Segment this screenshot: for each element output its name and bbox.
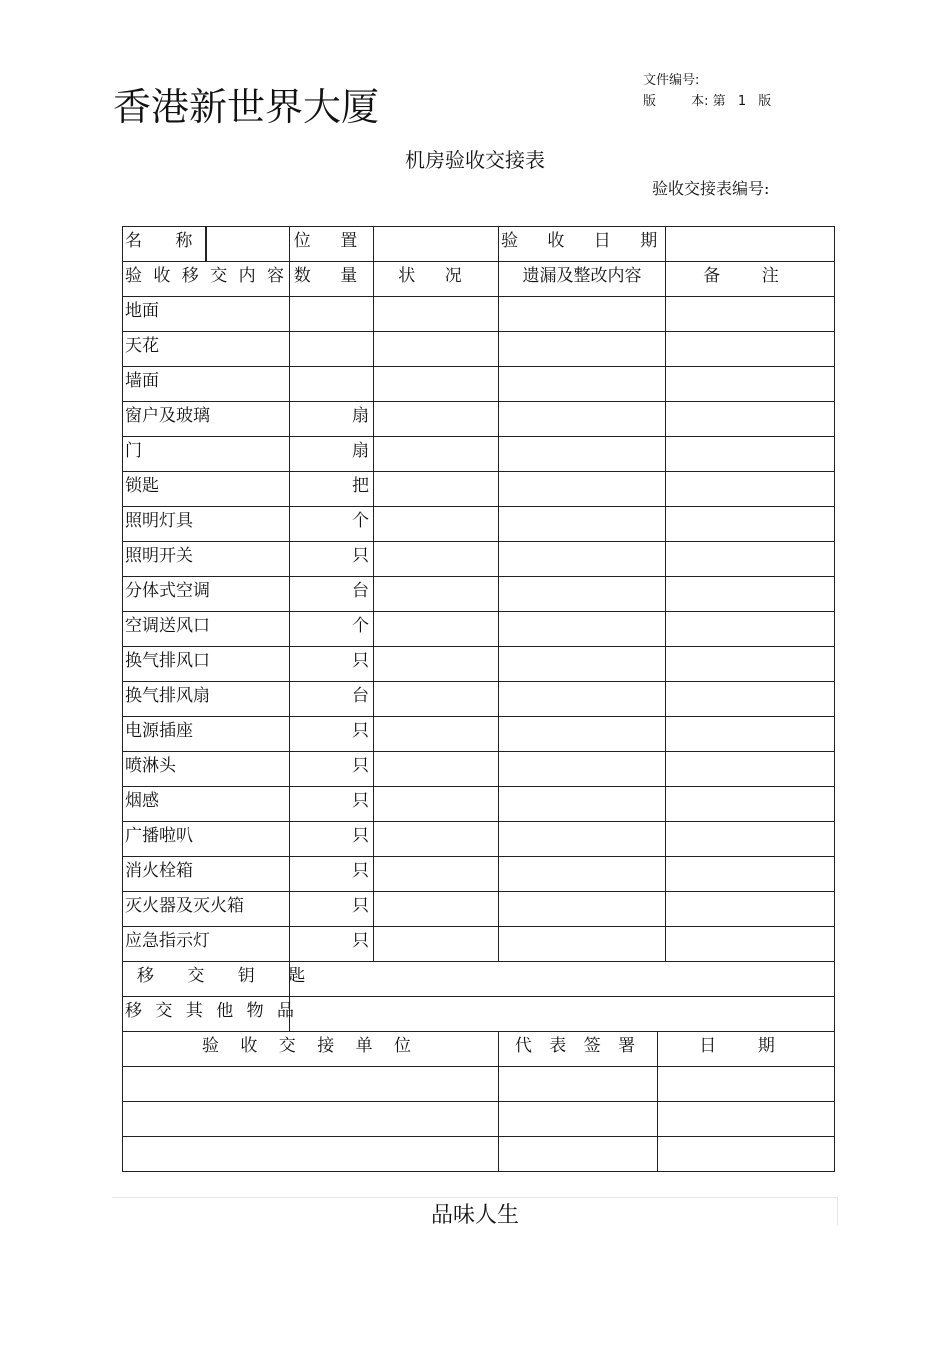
column-header-condition: 状 况 xyxy=(374,262,499,297)
item-remarks[interactable] xyxy=(666,577,835,612)
item-quantity[interactable]: 把 xyxy=(290,472,374,507)
item-name: 广播啦叭 xyxy=(123,822,290,857)
item-condition[interactable] xyxy=(374,927,499,962)
item-rectification[interactable] xyxy=(499,577,666,612)
column-header-rectification: 遗漏及整改内容 xyxy=(499,262,666,297)
name-label: 名 称 xyxy=(125,231,207,251)
column-header-content: 验 收 移 交 内 容 xyxy=(123,262,290,297)
item-remarks[interactable] xyxy=(666,647,835,682)
item-rectification[interactable] xyxy=(499,717,666,752)
item-rectification[interactable] xyxy=(499,437,666,472)
table-row xyxy=(123,822,835,857)
item-quantity[interactable] xyxy=(290,297,374,332)
item-rectification[interactable] xyxy=(499,507,666,542)
item-quantity[interactable]: 只 xyxy=(290,647,374,682)
signature-row xyxy=(123,1067,835,1102)
version-pre: 第 xyxy=(712,94,726,109)
item-quantity[interactable]: 扇 xyxy=(290,402,374,437)
version-label-2: 本: xyxy=(691,94,709,109)
item-condition[interactable] xyxy=(374,367,499,402)
item-remarks[interactable] xyxy=(666,507,835,542)
handover-other-label: 移 交 其 他 物 品 xyxy=(123,997,290,1032)
item-rectification[interactable] xyxy=(499,297,666,332)
item-quantity[interactable]: 个 xyxy=(290,612,374,647)
item-rectification[interactable] xyxy=(499,367,666,402)
item-rectification[interactable] xyxy=(499,647,666,682)
sign-rep-label: 代 表 签 署 xyxy=(499,1032,658,1067)
signature-row xyxy=(123,1102,835,1137)
sign-rep-field[interactable] xyxy=(499,1067,658,1102)
item-remarks[interactable] xyxy=(666,332,835,367)
handover-keys-row xyxy=(123,962,835,997)
table-row xyxy=(123,717,835,752)
sign-rep-field[interactable] xyxy=(499,1102,658,1137)
item-remarks[interactable] xyxy=(666,857,835,892)
company-name: 香港新世界大厦 xyxy=(113,85,380,129)
item-condition[interactable] xyxy=(374,507,499,542)
item-quantity[interactable]: 只 xyxy=(290,927,374,962)
item-rectification[interactable] xyxy=(499,402,666,437)
signature-table xyxy=(122,1031,835,1172)
item-name: 消火栓箱 xyxy=(123,857,290,892)
item-rectification[interactable] xyxy=(499,927,666,962)
item-rectification[interactable] xyxy=(499,332,666,367)
table-row xyxy=(123,437,835,472)
item-rows xyxy=(123,297,835,962)
item-name: 喷淋头 xyxy=(123,752,290,787)
sign-rep-field[interactable] xyxy=(499,1137,658,1172)
item-condition[interactable] xyxy=(374,647,499,682)
item-rectification[interactable] xyxy=(499,472,666,507)
table-row xyxy=(123,787,835,822)
table-row xyxy=(123,297,835,332)
item-name: 天花 xyxy=(123,332,290,367)
table-row xyxy=(123,752,835,787)
item-remarks[interactable] xyxy=(666,297,835,332)
item-rectification[interactable] xyxy=(499,822,666,857)
item-condition[interactable] xyxy=(374,717,499,752)
table-row xyxy=(123,612,835,647)
position-value[interactable] xyxy=(374,227,499,262)
table-row xyxy=(123,647,835,682)
item-condition[interactable] xyxy=(374,787,499,822)
item-quantity[interactable] xyxy=(290,367,374,402)
item-remarks[interactable] xyxy=(666,682,835,717)
sign-unit-field[interactable] xyxy=(123,1137,499,1172)
acceptance-table xyxy=(122,226,835,1032)
item-name: 空调送风口 xyxy=(123,612,290,647)
item-condition[interactable] xyxy=(374,892,499,927)
table-row xyxy=(123,857,835,892)
item-rectification[interactable] xyxy=(499,892,666,927)
signature-row xyxy=(123,1137,835,1172)
item-remarks[interactable] xyxy=(666,612,835,647)
signature-header-row xyxy=(123,1032,835,1067)
item-condition[interactable] xyxy=(374,332,499,367)
form-title: 机房验收交接表 xyxy=(405,148,545,172)
version-label-1: 版 xyxy=(643,94,657,109)
item-condition[interactable] xyxy=(374,752,499,787)
table-row xyxy=(123,577,835,612)
table-row xyxy=(123,542,835,577)
sign-date-label: 日 期 xyxy=(658,1032,835,1067)
item-remarks[interactable] xyxy=(666,437,835,472)
item-name: 门 xyxy=(123,437,290,472)
item-condition[interactable] xyxy=(374,297,499,332)
table-row xyxy=(123,402,835,437)
item-quantity[interactable]: 扇 xyxy=(290,437,374,472)
sign-date-field[interactable] xyxy=(658,1102,835,1137)
item-quantity[interactable]: 个 xyxy=(290,507,374,542)
sign-date-field[interactable] xyxy=(658,1137,835,1172)
item-remarks[interactable] xyxy=(666,367,835,402)
item-name: 照明开关 xyxy=(123,542,290,577)
item-remarks[interactable] xyxy=(666,822,835,857)
item-condition[interactable] xyxy=(374,612,499,647)
item-remarks[interactable] xyxy=(666,927,835,962)
item-rectification[interactable] xyxy=(499,612,666,647)
item-remarks[interactable] xyxy=(666,717,835,752)
handover-keys-value[interactable] xyxy=(290,962,835,997)
name-cell xyxy=(123,227,290,262)
item-name: 灭火器及灭火箱 xyxy=(123,892,290,927)
table-row xyxy=(123,892,835,927)
item-rectification[interactable] xyxy=(499,857,666,892)
item-quantity[interactable]: 只 xyxy=(290,752,374,787)
sign-unit-field[interactable] xyxy=(123,1102,499,1137)
column-header-quantity: 数 量 xyxy=(290,262,374,297)
item-name: 墙面 xyxy=(123,367,290,402)
position-label: 位 置 xyxy=(290,227,374,262)
column-header-remarks: 备 注 xyxy=(666,262,835,297)
item-name: 窗户及玻璃 xyxy=(123,402,290,437)
item-remarks[interactable] xyxy=(666,542,835,577)
item-rectification[interactable] xyxy=(499,542,666,577)
item-rectification[interactable] xyxy=(499,682,666,717)
item-condition[interactable] xyxy=(374,472,499,507)
item-condition[interactable] xyxy=(374,822,499,857)
file-number-label: 文件编号: xyxy=(643,73,700,88)
table-row xyxy=(123,682,835,717)
table-row xyxy=(123,507,835,542)
item-rectification[interactable] xyxy=(499,787,666,822)
sign-date-field[interactable] xyxy=(658,1067,835,1102)
sign-unit-field[interactable] xyxy=(123,1067,499,1102)
item-quantity[interactable] xyxy=(290,332,374,367)
table-row xyxy=(123,927,835,962)
item-quantity[interactable]: 台 xyxy=(290,577,374,612)
item-name: 应急指示灯 xyxy=(123,927,290,962)
item-name: 换气排风扇 xyxy=(123,682,290,717)
version-line xyxy=(643,91,771,112)
document-meta xyxy=(643,70,771,112)
form-number-label: 验收交接表编号: xyxy=(652,179,770,198)
item-name: 分体式空调 xyxy=(123,577,290,612)
table-row xyxy=(123,472,835,507)
item-condition[interactable] xyxy=(374,437,499,472)
item-quantity[interactable]: 只 xyxy=(290,892,374,927)
table-header-row-2 xyxy=(123,262,835,297)
item-name: 烟感 xyxy=(123,787,290,822)
item-name: 换气排风口 xyxy=(123,647,290,682)
item-condition[interactable] xyxy=(374,857,499,892)
item-remarks[interactable] xyxy=(666,892,835,927)
item-remarks[interactable] xyxy=(666,402,835,437)
item-condition[interactable] xyxy=(374,577,499,612)
item-remarks[interactable] xyxy=(666,472,835,507)
item-condition[interactable] xyxy=(374,682,499,717)
acceptance-date-label: 验 收 日 期 xyxy=(499,227,666,262)
sign-unit-label: 验 收 交 接 单 位 xyxy=(123,1032,499,1067)
table-header-row-1 xyxy=(123,227,835,262)
handover-other-row xyxy=(123,997,835,1032)
item-quantity[interactable]: 只 xyxy=(290,542,374,577)
item-remarks[interactable] xyxy=(666,752,835,787)
version-number: 1 xyxy=(737,94,747,109)
item-name: 锁匙 xyxy=(123,472,290,507)
item-name: 地面 xyxy=(123,297,290,332)
item-rectification[interactable] xyxy=(499,752,666,787)
item-quantity[interactable]: 只 xyxy=(290,717,374,752)
item-quantity[interactable]: 台 xyxy=(290,682,374,717)
item-name: 照明灯具 xyxy=(123,507,290,542)
item-name: 电源插座 xyxy=(123,717,290,752)
footer-text: 品味人生 xyxy=(430,1203,519,1228)
name-divider xyxy=(205,227,207,261)
item-quantity[interactable]: 只 xyxy=(290,822,374,857)
handover-keys-label: 移 交 钥 匙 xyxy=(123,962,290,997)
item-condition[interactable] xyxy=(374,402,499,437)
item-condition[interactable] xyxy=(374,542,499,577)
version-post: 版 xyxy=(758,94,772,109)
table-row xyxy=(123,332,835,367)
table-row xyxy=(123,367,835,402)
handover-other-value[interactable] xyxy=(290,997,835,1032)
item-quantity[interactable]: 只 xyxy=(290,857,374,892)
item-remarks[interactable] xyxy=(666,787,835,822)
acceptance-date-value[interactable] xyxy=(666,227,835,262)
item-quantity[interactable]: 只 xyxy=(290,787,374,822)
